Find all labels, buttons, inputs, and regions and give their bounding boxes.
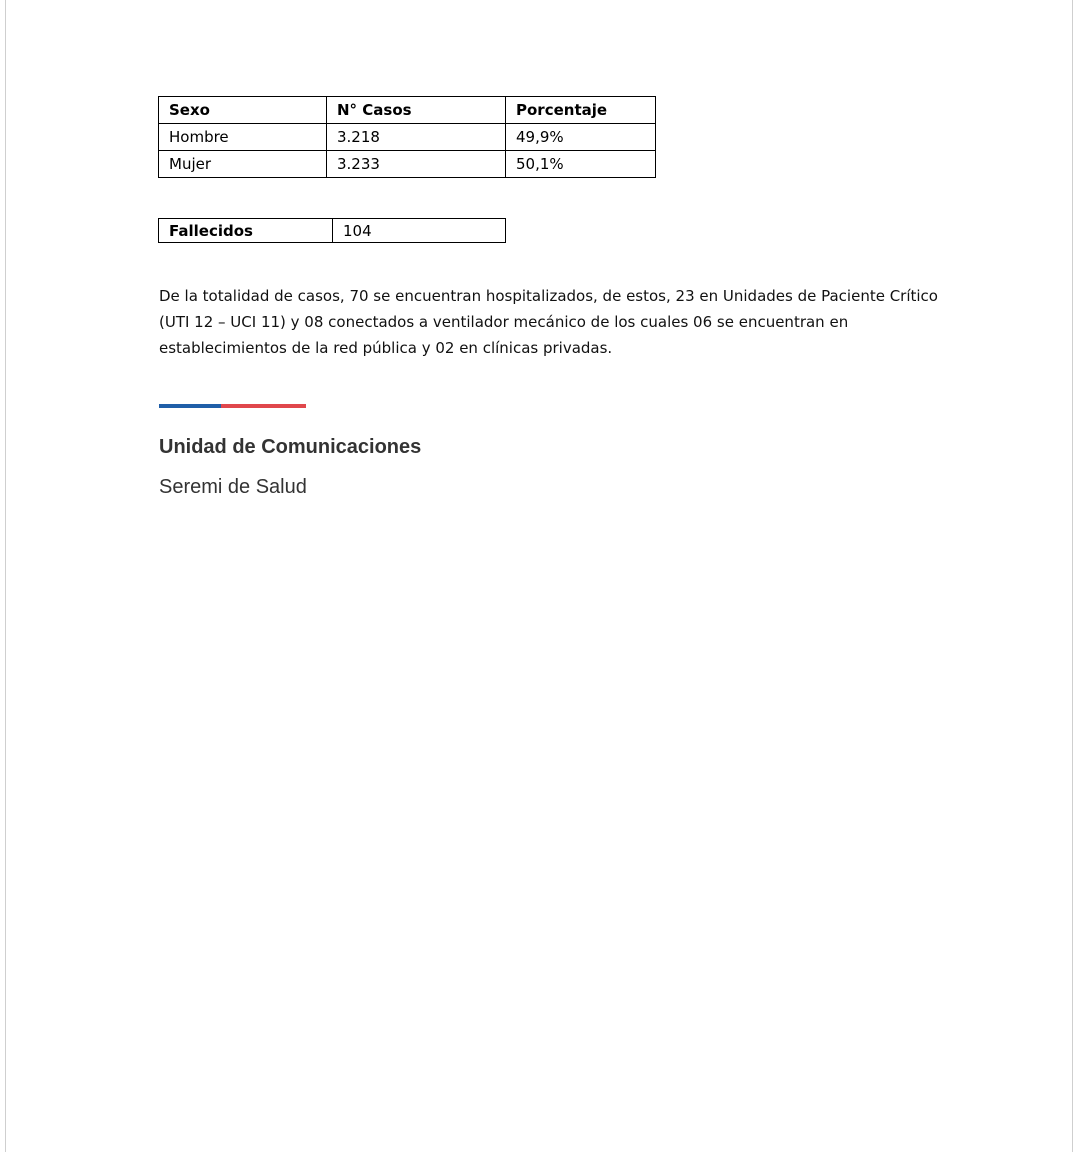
deaths-label: Fallecidos xyxy=(159,219,333,243)
table-row xyxy=(159,151,656,178)
divider-red-segment xyxy=(221,404,306,408)
hospitalization-paragraph: De la totalidad de casos, 70 se encuentran hospitalizados, de estos, 23 en Unidades de Paciente Crítico (UTI 12 – UCI 11) y 08 conectados a ventilador mecánico de los cuales 06 se encuentran en establecimientos de la red pública y 02 en clínicas privadas. xyxy=(159,287,938,357)
table-cell: 50,1% xyxy=(506,151,656,178)
table-cell: Hombre xyxy=(159,124,327,151)
table-header-row xyxy=(159,97,656,124)
table-cell: 49,9% xyxy=(506,124,656,151)
cases-by-sex-table xyxy=(158,96,656,178)
table-row xyxy=(159,124,656,151)
signature-title: Unidad de Comunicaciones xyxy=(159,436,422,458)
table-header-cell: Porcentaje xyxy=(506,97,656,124)
table-cell: Mujer xyxy=(159,151,327,178)
divider-blue-segment xyxy=(159,404,221,408)
table-header-cell: Sexo xyxy=(159,97,327,124)
table-cell: 3.218 xyxy=(327,124,506,151)
deaths-value: 104 xyxy=(333,219,506,243)
table-cell: 3.233 xyxy=(327,151,506,178)
flag-color-divider xyxy=(159,404,306,408)
signature-subtitle: Seremi de Salud xyxy=(159,476,307,498)
table-row xyxy=(159,219,506,243)
deaths-table xyxy=(158,218,506,243)
table-header-cell: N° Casos xyxy=(327,97,506,124)
document-page xyxy=(5,0,1073,1152)
